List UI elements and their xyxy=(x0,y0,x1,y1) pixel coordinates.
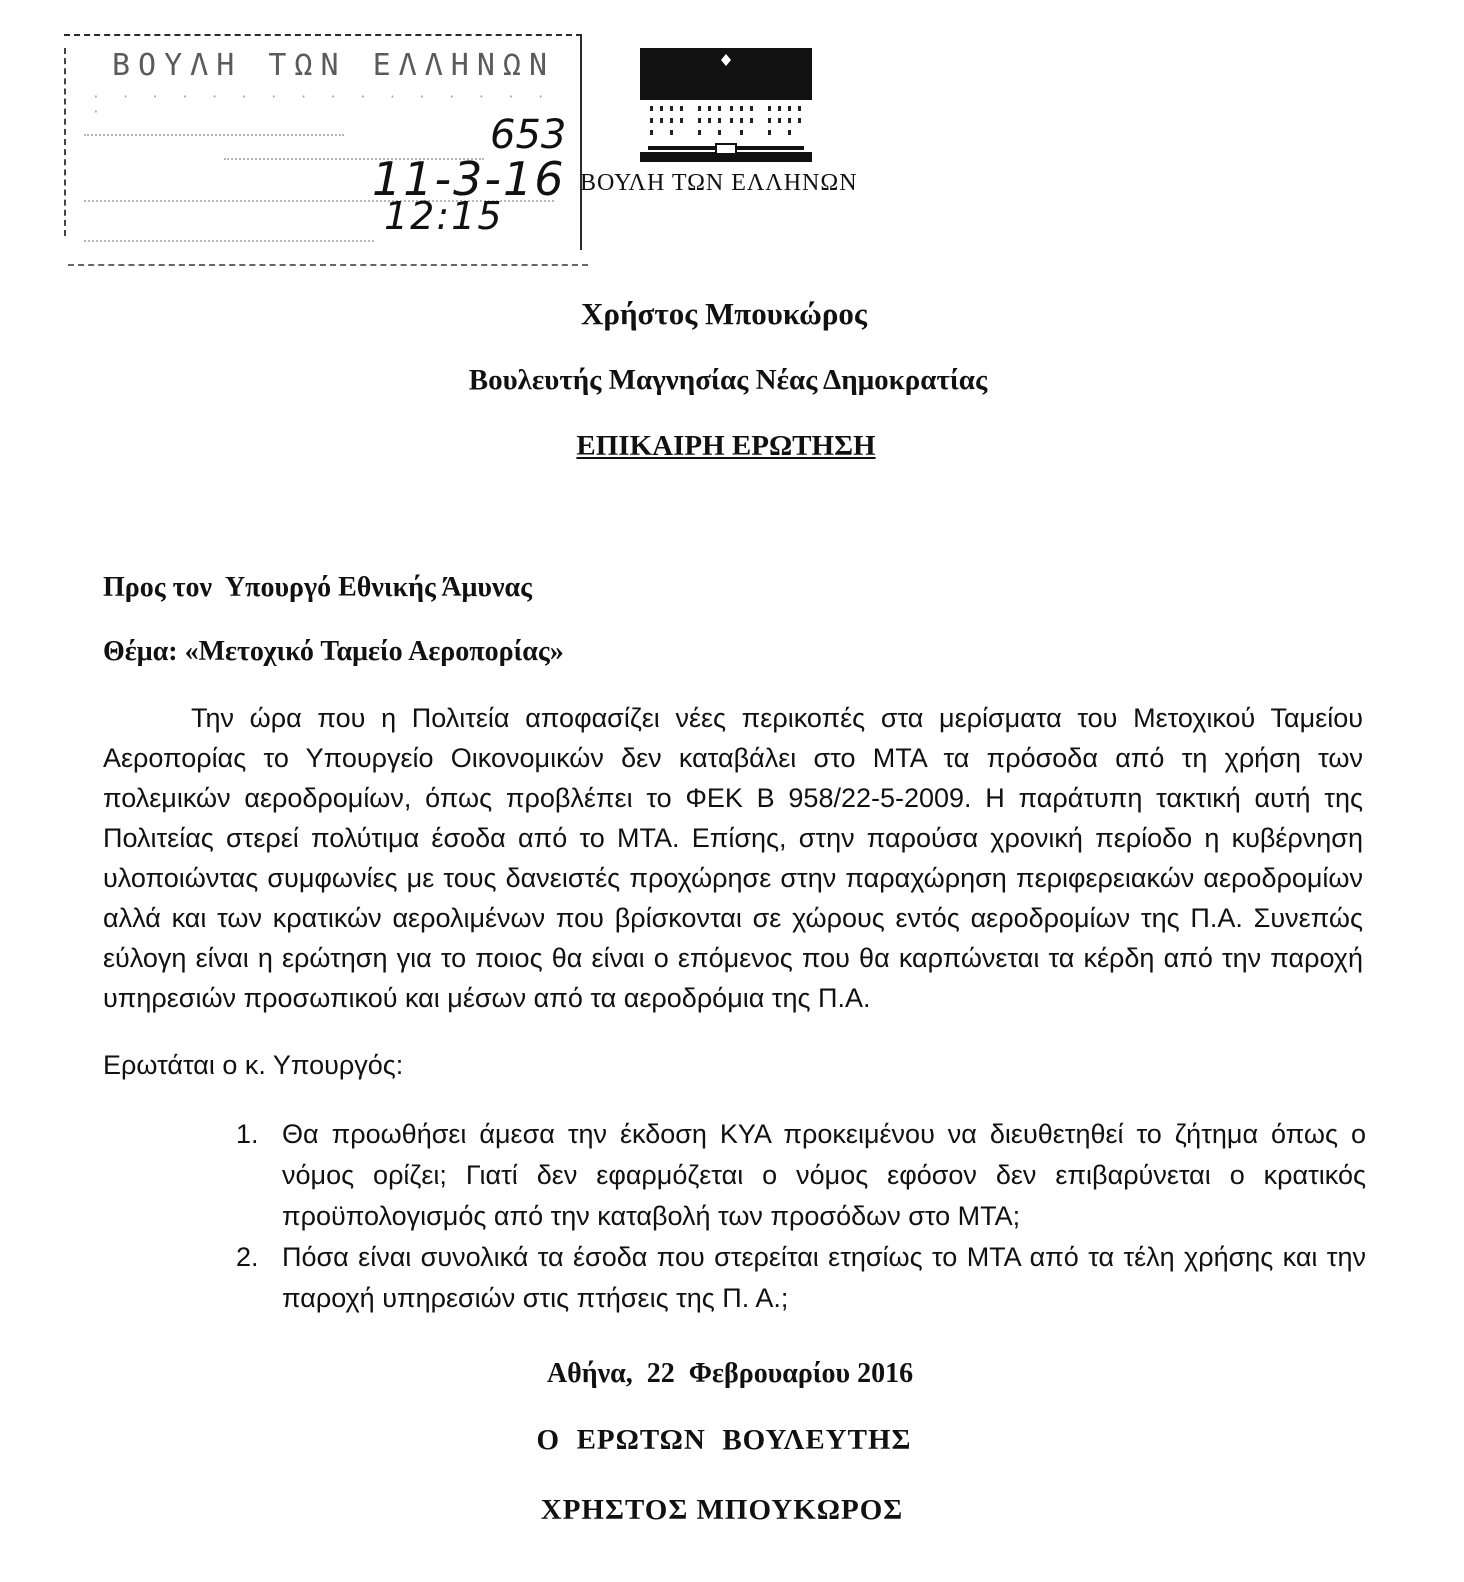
question-number: 2. xyxy=(236,1242,259,1272)
ask-intro: Ερωτάται ο κ. Υπουργός: xyxy=(103,1050,404,1080)
question-item xyxy=(236,1237,1366,1319)
question-type: ΕΠΙΚΑΙΡΗ ΕΡΩΤΗΣΗ xyxy=(576,430,876,462)
subject-line: Θέμα: «Μετοχικό Ταμείο Αεροπορίας» xyxy=(103,636,564,667)
stamp-header: ΒΟΥΛΗ ΤΩΝ ΕΛΛΗΝΩΝ xyxy=(112,48,556,83)
registration-stamp xyxy=(64,34,580,248)
body-paragraph: Την ώρα που η Πολιτεία αποφασίζει νέες περικοπές στα μερίσματα του Μετοχικού Ταμείου Αεροπορίας το Υπουργείο Οικονομικών δεν καταβάλει στο ΜΤΑ τα πρόσοδα από τη χρήση των πολεμικών αεροδρομίων, όπως προβλέπει το ΦΕΚ Β 958/22-5-2009. Η παράτυπη τακτική αυτή της Πολιτείας στερεί πολύτιμα έσοδα από το ΜΤΑ. Επίσης, στην παρούσα χρονική περίοδο η κυβέρνηση υλοποιώντας συμφωνίες με τους δανειστές προχώρησε στην παραχώρηση περιφερειακών αεροδρομίων αλλά και των κρατικών αερολιμένων που βρίσκονται σε χώρους εντός αεροδρομίων της Π.Α. Συνεπώς εύλογη είναι η ερώτηση για το ποιος θα είναι ο επόμενος που θα καρπώνεται τα κέρδη από την παροχή υπηρεσιών προσωπικού και μέσων από τα αεροδρόμια της Π.Α. xyxy=(103,703,1363,1013)
stamp-subheader-faded: · · · · · · · · · · · · · · · · · xyxy=(92,90,552,120)
question-item xyxy=(236,1114,1366,1237)
stamp-bottom-rule xyxy=(68,264,588,266)
signature-name: ΧΡΗΣΤΟΣ ΜΠΟΥΚΩΡΟΣ xyxy=(540,1494,904,1526)
question-text: Θα προωθήσει άμεσα την έκδοση ΚΥΑ προκειμένου να διευθετηθεί το ζήτημα όπως ο νόμος ορίζει; Γιατί δεν εφαρμόζεται ο νόμος εφόσον δεν επιβαρύνεται ο κρατικός προϋπολογισμός από την καταβολή των προσόδων στο ΜΤΑ; xyxy=(282,1119,1366,1231)
stamp-protocol-number: 653 xyxy=(490,112,567,158)
recipient-line: Προς τον Υπουργό Εθνικής Άμυνας xyxy=(103,572,532,603)
question-text: Πόσα είναι συνολικά τα έσοδα που στερείται ετησίως το ΜΤΑ από τα τέλη χρήσης και την παροχή υπηρεσιών στις πτήσεις της Π. Α.; xyxy=(282,1242,1366,1313)
stamp-frame-left xyxy=(64,48,66,236)
stamp-date: 11-3-16 xyxy=(372,152,566,206)
parliament-title: ΒΟΥΛΗ ΤΩΝ ΕΛΛΗΝΩΝ xyxy=(580,170,858,196)
question-list xyxy=(236,1114,1366,1319)
parliament-building-emblem-icon xyxy=(640,48,812,166)
question-number: 1. xyxy=(236,1119,259,1149)
mp-name: Χρήστος Μπουκώρος xyxy=(580,296,868,331)
stamp-dotted-line xyxy=(84,240,374,242)
closing-date: Αθήνα, 22 Φεβρουαρίου 2016 xyxy=(546,1358,914,1389)
mp-role: Βουλευτής Μαγνησίας Νέας Δημοκρατίας xyxy=(468,364,988,396)
stamp-time: 12:15 xyxy=(384,194,504,238)
signature-role: Ο ΕΡΩΤΩΝ ΒΟΥΛΕΥΤΗΣ xyxy=(536,1424,912,1456)
stamp-dotted-line xyxy=(84,134,344,136)
